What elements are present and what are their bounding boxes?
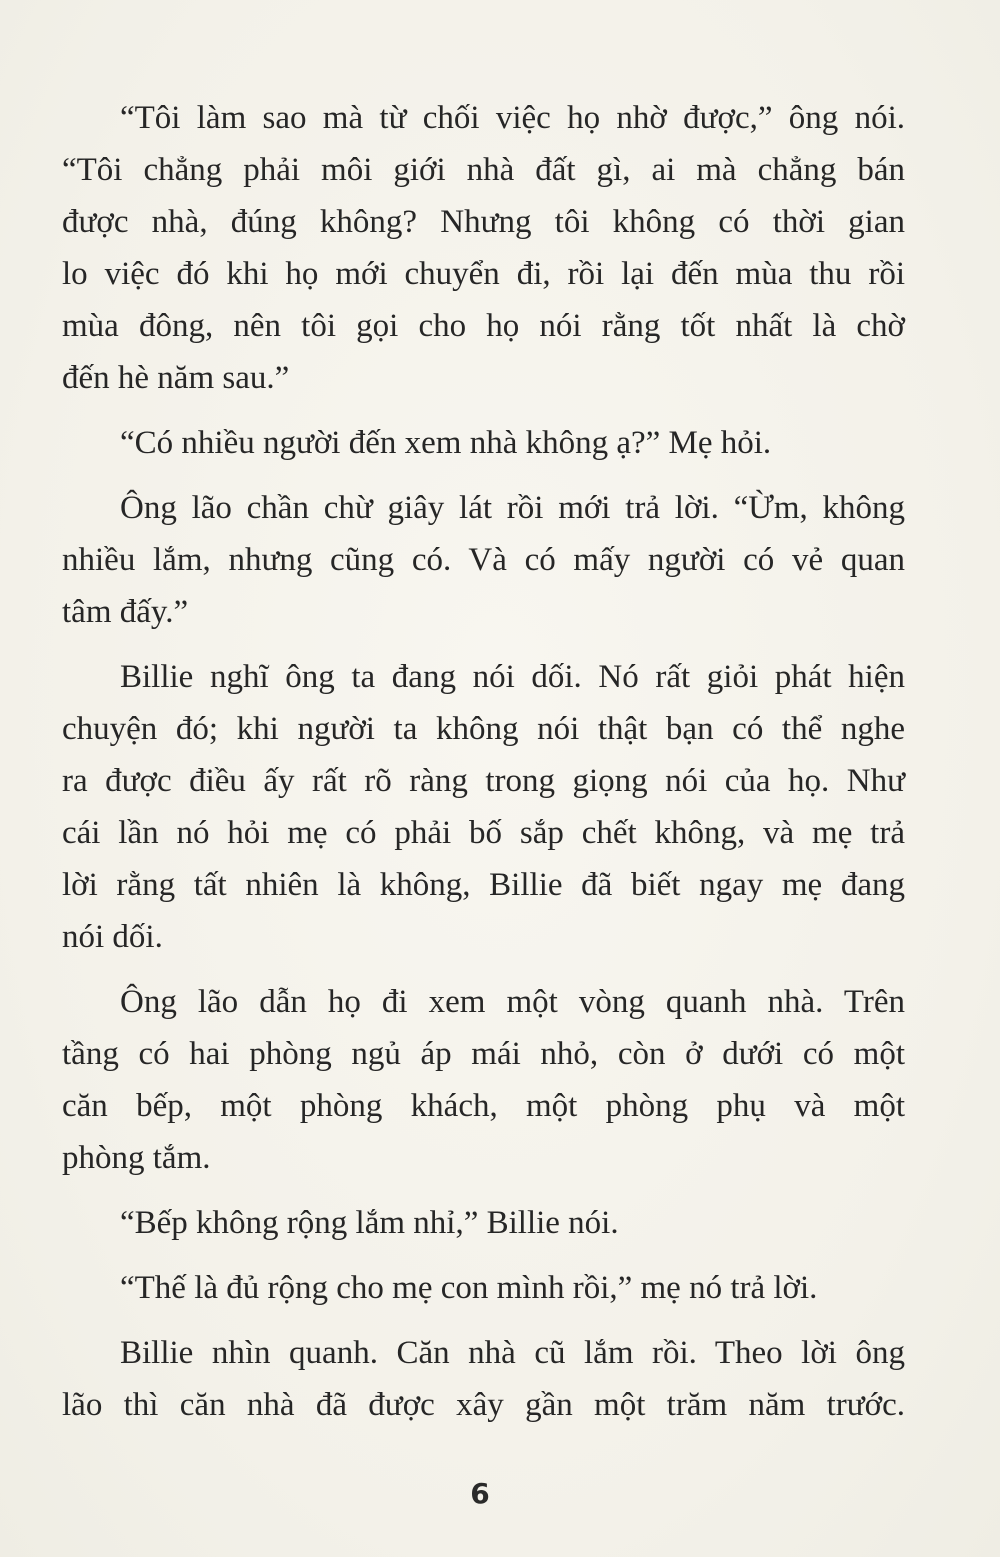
paragraph (62, 1262, 905, 1314)
paragraph (62, 1197, 905, 1249)
text-line: Ông lão chần chừ giây lát rồi mới trả lời. “Ừm, không (120, 490, 905, 526)
text-line: lo việc đó khi họ mới chuyển đi, rồi lại đến mùa thu rồi (62, 256, 905, 292)
text-line: Ông lão dẫn họ đi xem một vòng quanh nhà. Trên (120, 984, 905, 1020)
text-line: chuyện đó; khi người ta không nói thật bạn có thể nghe (62, 711, 905, 747)
text-line: “Tôi chẳng phải môi giới nhà đất gì, ai mà chẳng bán (62, 152, 905, 188)
text-line: lão thì căn nhà đã được xây gần một trăm năm trước. (62, 1387, 905, 1423)
page-number: 6 (470, 1477, 490, 1510)
paragraph (62, 482, 905, 638)
text-line: tầng có hai phòng ngủ áp mái nhỏ, còn ở dưới có một (62, 1036, 905, 1072)
text-line: “Tôi làm sao mà từ chối việc họ nhờ được,” ông nói. (120, 100, 905, 136)
text-line: cái lần nó hỏi mẹ có phải bố sắp chết không, và mẹ trả (62, 815, 905, 851)
text-line: nói dối. (62, 919, 163, 955)
text-line: “Thế là đủ rộng cho mẹ con mình rồi,” mẹ nó trả lời. (120, 1270, 818, 1306)
paragraph (62, 92, 905, 404)
text-line: “Bếp không rộng lắm nhỉ,” Billie nói. (120, 1205, 619, 1241)
text-line: nhiều lắm, nhưng cũng có. Và có mấy người có vẻ quan (62, 542, 905, 578)
text-line: phòng tắm. (62, 1140, 211, 1176)
text-line: đến hè năm sau.” (62, 360, 290, 396)
text-line: lời rằng tất nhiên là không, Billie đã biết ngay mẹ đang (62, 867, 905, 903)
text-line: được nhà, đúng không? Nhưng tôi không có thời gian (62, 204, 905, 240)
body-text (62, 92, 905, 1431)
text-line: căn bếp, một phòng khách, một phòng phụ và một (62, 1088, 905, 1124)
text-line: ra được điều ấy rất rõ ràng trong giọng nói của họ. Như (62, 763, 905, 799)
text-line: Billie nhìn quanh. Căn nhà cũ lắm rồi. Theo lời ông (120, 1335, 905, 1371)
text-line: “Có nhiều người đến xem nhà không ạ?” Mẹ hỏi. (120, 425, 772, 461)
paragraph (62, 651, 905, 963)
paragraph (62, 1327, 905, 1431)
paragraph (62, 976, 905, 1184)
paragraph (62, 417, 905, 469)
text-line: tâm đấy.” (62, 594, 189, 630)
text-line: mùa đông, nên tôi gọi cho họ nói rằng tốt nhất là chờ (62, 308, 905, 344)
text-line: Billie nghĩ ông ta đang nói dối. Nó rất giỏi phát hiện (120, 659, 905, 695)
